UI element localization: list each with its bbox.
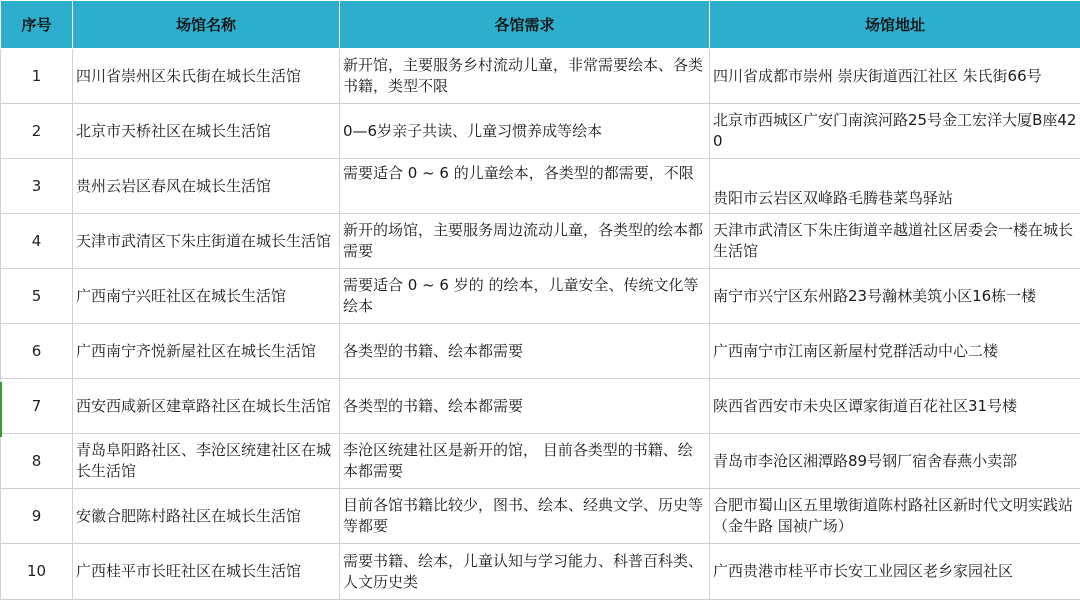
table-row [1,544,1080,600]
cell-no[interactable]: 5 [1,269,73,324]
cell-need[interactable]: 需要适合 0 ~ 6 的儿童绘本，各类型的都需要，不限 [340,159,710,214]
cell-addr[interactable]: 天津市武清区下朱庄街道辛越道社区居委会一楼在城长生活馆 [710,214,1080,269]
cell-addr[interactable]: 四川省成都市崇州 崇庆街道西江社区 朱氏街66号 [710,49,1080,104]
cell-need[interactable]: 各类型的书籍、绘本都需要 [340,324,710,379]
header-no[interactable]: 序号 [1,1,73,49]
row-marker [0,382,2,437]
cell-need[interactable]: 新开的场馆，主要服务周边流动儿童，各类型的绘本都需要 [340,214,710,269]
cell-no[interactable]: 9 [1,489,73,544]
cell-no[interactable]: 10 [1,544,73,600]
table-row [1,434,1080,489]
table-row [1,104,1080,159]
cell-addr[interactable]: 陕西省西安市未央区谭家街道百花社区31号楼 [710,379,1080,434]
cell-name[interactable]: 北京市天桥社区在城长生活馆 [73,104,340,159]
header-need[interactable]: 各馆需求 [340,1,710,49]
cell-no[interactable]: 2 [1,104,73,159]
table-row [1,489,1080,544]
table-row [1,214,1080,269]
cell-need[interactable]: 0—6岁亲子共读、儿童习惯养成等绘本 [340,104,710,159]
cell-need[interactable]: 新开馆，主要服务乡村流动儿童，非常需要绘本、各类书籍，类型不限 [340,49,710,104]
header-addr[interactable]: 场馆地址 [710,1,1080,49]
table-row [1,269,1080,324]
cell-no[interactable]: 7 [1,379,73,434]
cell-need[interactable]: 目前各馆书籍比较少，图书、绘本、经典文学、历史等等都要 [340,489,710,544]
cell-name[interactable]: 广西桂平市长旺社区在城长生活馆 [73,544,340,600]
header-name[interactable]: 场馆名称 [73,1,340,49]
table-row [1,49,1080,104]
table-row [1,379,1080,434]
cell-name[interactable]: 贵州云岩区春风在城长生活馆 [73,159,340,214]
cell-no[interactable]: 4 [1,214,73,269]
cell-name[interactable]: 西安西咸新区建章路社区在城长生活馆 [73,379,340,434]
header-row [1,1,1080,49]
cell-addr[interactable]: 北京市西城区广安门南滨河路25号金工宏洋大厦B座420 [710,104,1080,159]
cell-addr[interactable]: 合肥市蜀山区五里墩街道陈村路社区新时代文明实践站（金牛路 国祯广场） [710,489,1080,544]
cell-addr[interactable]: 青岛市李沧区湘潭路89号钢厂宿舍春燕小卖部 [710,434,1080,489]
table-row [1,324,1080,379]
cell-addr[interactable]: 广西南宁市江南区新屋村党群活动中心二楼 [710,324,1080,379]
cell-name[interactable]: 青岛阜阳路社区、李沧区统建社区在城长生活馆 [73,434,340,489]
cell-no[interactable]: 8 [1,434,73,489]
cell-need[interactable]: 李沧区统建社区是新开的馆， 目前各类型的书籍、绘本都需要 [340,434,710,489]
cell-no[interactable]: 6 [1,324,73,379]
table-row [1,159,1080,214]
cell-need[interactable]: 各类型的书籍、绘本都需要 [340,379,710,434]
cell-no[interactable]: 3 [1,159,73,214]
cell-need[interactable]: 需要适合 0 ~ 6 岁的 的绘本，儿童安全、传统文化等绘本 [340,269,710,324]
cell-addr[interactable]: 广西贵港市桂平市长安工业园区老乡家园社区 [710,544,1080,600]
cell-addr[interactable]: 贵阳市云岩区双峰路毛腾巷菜鸟驿站 [710,159,1080,214]
cell-need[interactable]: 需要书籍、绘本，儿童认知与学习能力、科普百科类、 人文历史类 [340,544,710,600]
cell-name[interactable]: 广西南宁兴旺社区在城长生活馆 [73,269,340,324]
cell-name[interactable]: 广西南宁齐悦新屋社区在城长生活馆 [73,324,340,379]
cell-name[interactable]: 天津市武清区下朱庄街道在城长生活馆 [73,214,340,269]
cell-name[interactable]: 四川省崇州区朱氏街在城长生活馆 [73,49,340,104]
cell-no[interactable]: 1 [1,49,73,104]
cell-name[interactable]: 安徽合肥陈村路社区在城长生活馆 [73,489,340,544]
cell-addr[interactable]: 南宁市兴宁区东州路23号瀚林美筑小区16栋一楼 [710,269,1080,324]
